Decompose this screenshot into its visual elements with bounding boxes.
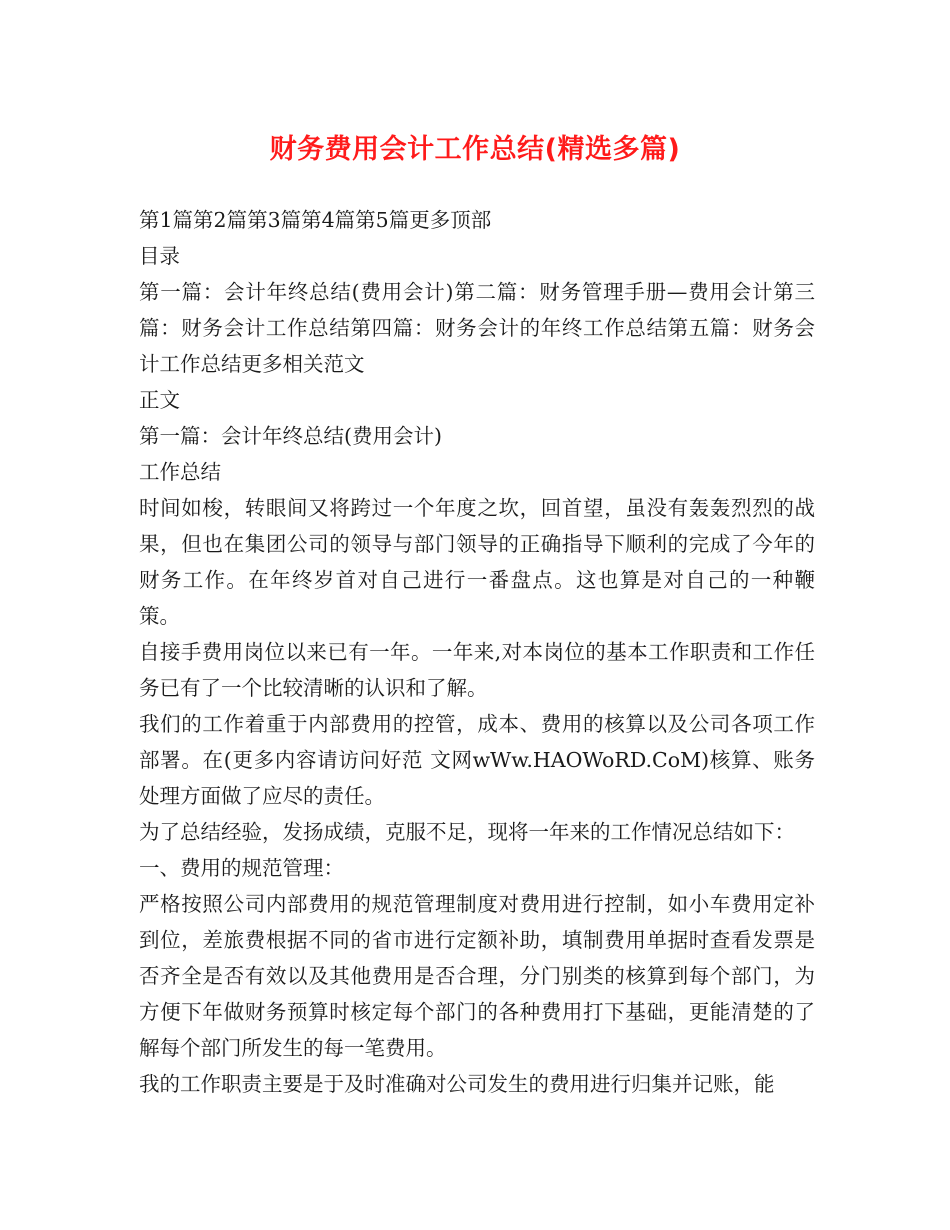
document-title: 财务费用会计工作总结(精选多篇) xyxy=(269,134,681,165)
paragraph: 我的工作职责主要是于及时准确对公司发生的费用进行归集并记账，能 xyxy=(139,1072,775,1096)
paragraph: 自接手费用岗位以来已有一年。一年来,对本岗位的基本工作职责和工作任务已有了一个比较清晰的认识和了解。 xyxy=(139,640,815,700)
toc-heading: 目录 xyxy=(139,244,180,268)
paragraph: 为了总结经验，发扬成绩，克服不足，现将一年来的工作情况总结如下： xyxy=(139,820,795,844)
paragraph: 严格按照公司内部费用的规范管理制度对费用进行控制，如小车费用定补到位，差旅费根据不同的省市进行定额补助，填制费用单据时查看发票是否齐全是否有效以及其他费用是否合理，分门别类的核算到每个部门，为方便下年做财务预算时核定每个部门的各种费用打下基础，更能清楚的了解每个部门所发生的每一笔费用。 xyxy=(139,892,815,1060)
article-subheading: 工作总结 xyxy=(139,460,221,484)
document-body xyxy=(139,202,815,1102)
paragraph: 时间如梭，转眼间又将跨过一个年度之坎，回首望，虽没有轰轰烈烈的战果，但也在集团公司的领导与部门领导的正确指导下顺利的完成了今年的财务工作。在年终岁首对自己进行一番盘点。这也算是对自己的一种鞭策。 xyxy=(139,496,815,628)
article-heading: 第一篇：会计年终总结(费用会计) xyxy=(139,424,442,448)
toc-entries[interactable]: 第一篇：会计年终总结(费用会计)第二篇：财务管理手册—费用会计第三篇：财务会计工作总结第四篇：财务会计的年终工作总结第五篇：财务会计工作总结更多相关范文 xyxy=(139,280,815,376)
body-heading: 正文 xyxy=(139,388,180,412)
section-nav-links[interactable]: 第1篇第2篇第3篇第4篇第5篇更多顶部 xyxy=(139,208,492,232)
section-heading: 一、费用的规范管理： xyxy=(139,856,344,880)
paragraph: 我们的工作着重于内部费用的控管，成本、费用的核算以及公司各项工作部署。在(更多内容请访问好范 文网wWw.HAOWoRD.CoM)核算、账务处理方面做了应尽的责任。 xyxy=(139,712,815,808)
